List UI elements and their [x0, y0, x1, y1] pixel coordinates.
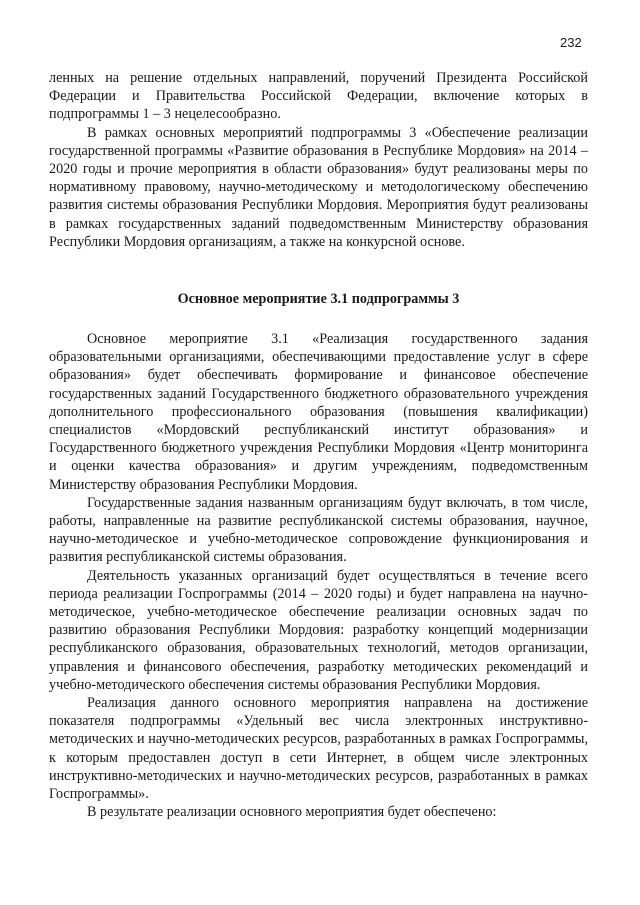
paragraph: ленных на решение отдельных направлений, поручений Президента Российской Федерации и Правительства Российской Федерации, включение которых в подпрограммы 1 – 3 нецелесообразно. [49, 70, 588, 123]
paragraph: Деятельность указанных организаций будет осуществляться в течение всего периода реализации Госпрограммы (2014 – 2020 годы) и будет направлена на научно-методическое, учебно-методическое обеспечение реализации основных задач по развитию образования Республики Мордовия: разработку концепций модернизации республиканского образования, образовательных технологий, методов организации, управления и финансового обеспечения, разработку методических рекомендаций и учебно-методического обеспечения системы образования Республики Мордовия. [49, 567, 588, 693]
section-text [49, 330, 588, 821]
paragraph: Реализация данного основного мероприятия направлена на достижение показателя подпрограммы «Удельный вес числа электронных инструктивно-методических и научно-методических ресурсов, разработанных в рамках Госпрограммы, к которым предоставлен доступ в сети Интернет, в общем числе электронных инструктивно-методических и научно-методических ресурсов, разработанных в рамках Госпрограммы». [49, 695, 588, 803]
paragraph: В результате реализации основного мероприятия будет обеспечено: [87, 804, 497, 821]
paragraph: В рамках основных мероприятий подпрограммы 3 «Обеспечение реализации государственной программы «Развитие образования в Республике Мордовия» на 2014 – 2020 годы и прочие мероприятия в области образования» будут реализованы меры по нормативному правовому, научно-методическому и методологическому обеспечению развития системы образования Республики Мордовия. Мероприятия будут реализованы в рамках государственных заданий подведомственным Министерству образования Республики Мордовия организациям, а также на конкурсной основе. [49, 124, 588, 250]
paragraph: Основное мероприятие 3.1 «Реализация государственного задания образовательными организациями, обеспечивающими предоставление услуг в сфере образования» будет обеспечивать формирование и финансовое обеспечение государственных заданий Государственного бюджетного образовательного учреждения дополнительного профессионального образования (повышения квалификации) специалистов «Мордовский республиканский институт образования» и Государственного бюджетного учреждения Республики Мордовия «Центр мониторинга и оценки качества образования» и другим учреждениям, подведомственным Министерству образования Республики Мордовия. [49, 331, 588, 493]
paragraph: Государственные задания названным организациям будут включать, в том числе, работы, направленные на развитие республиканской системы образования, научное, научно-методическое и учебно-методическое сопровождение функционирования и развития республиканской системы образования. [49, 494, 588, 566]
section-heading: Основное мероприятие 3.1 подпрограммы 3 [177, 291, 460, 307]
page-number: 232 [560, 35, 582, 50]
intro-text [49, 69, 588, 251]
